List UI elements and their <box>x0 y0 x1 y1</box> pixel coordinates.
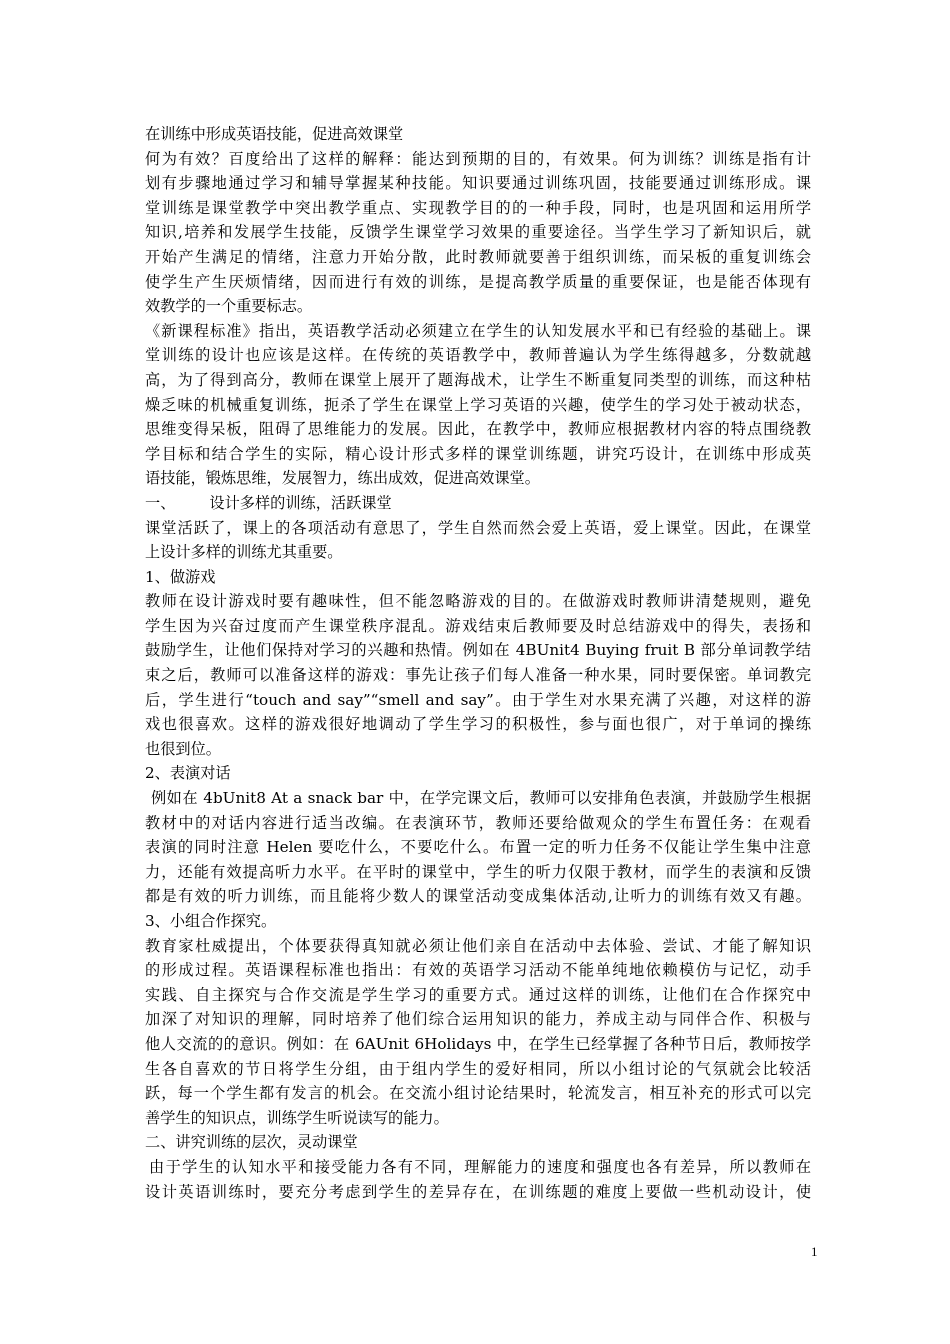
text-line: 开始产生满足的情绪，注意力开始分散，此时教师就要善于组织训练，而呆板的重复训练会 <box>145 247 811 266</box>
text-line: 表演的同时注意 Helen 要吃什么，不要吃什么。布置一定的听力任务不仅能让学生集中注意 <box>145 838 811 857</box>
text-line: 高，为了得到高分，教师在课堂上展开了题海战术，让学生不断重复同类型的训练，而这种枯 <box>145 370 811 389</box>
text-line: 力，还能有效提高听力水平。在平时的课堂中，学生的听力仅限于教材，而学生的表演和反馈 <box>145 862 811 881</box>
page-number: 1 <box>811 1244 818 1259</box>
text-line: 善学生的知识点，训练学生听说读写的能力。 <box>145 1108 449 1127</box>
text-line: 生各自喜欢的节日将学生分组，由于组内学生的爱好相同，所以小组讨论的气氛就会比较活 <box>145 1059 811 1078</box>
text-line: 语技能，锻炼思维，发展智力，练出成效，促进高效课堂。 <box>145 469 540 488</box>
text-line: 跃，每一个学生都有发言的机会。在交流小组讨论结果时，轮流发言，相互补充的形式可以完 <box>145 1084 811 1103</box>
text-line: 何为有效？百度给出了这样的解释：能达到预期的目的，有效果。何为训练？训练是指有计 <box>145 149 811 168</box>
text-line: 由于学生的认知水平和接受能力各有不同，理解能力的速度和强度也各有差异，所以教师在 <box>149 1157 811 1176</box>
text-line: 束之后，教师可以准备这样的游戏：事先让孩子们每人准备一种水果，同时要保密。单词教完 <box>145 666 811 685</box>
text-line: 也很到位。 <box>145 739 221 758</box>
text-line: 堂训练是课堂教学中突出教学重点、实现教学目的的一种手段，同时，也是巩固和运用所学 <box>145 198 811 217</box>
section-number: 一、 <box>145 493 176 512</box>
text-line: 鼓励学生，让他们保持对学习的兴趣和热情。例如在 4BUnit4 Buying fruit B 部分单词教学结 <box>145 641 811 660</box>
text-line: 教材中的对话内容进行适当改编。在表演环节，教师还要给做观众的学生布置任务：在观看 <box>145 813 811 832</box>
subheading: 1、做游戏 <box>145 567 216 586</box>
text-line: 他人交流的的意识。例如：在 6AUnit 6Holidays 中，在学生已经掌握了各种节日后，教师按学 <box>145 1034 811 1053</box>
text-line: 《新课程标准》指出，英语教学活动必须建立在学生的认知发展水平和已有经验的基础上。课 <box>145 321 811 340</box>
text-line: 戏也很喜欢。这样的游戏很好地调动了学生学习的积极性，参与面也很广，对于单词的操练 <box>145 715 811 734</box>
subheading: 2、表演对话 <box>145 764 231 783</box>
text-line: 划有步骤地通过学习和辅导掌握某种技能。知识要通过训练巩固，技能要通过训练形成。课 <box>145 174 811 193</box>
text-line: 后，学生进行“touch and say”“smell and say”。由于学生对水果充满了兴趣，对这样的游 <box>145 690 811 709</box>
section-heading <box>145 491 811 516</box>
subheading: 3、小组合作探究。 <box>145 912 277 930</box>
document-title: 在训练中形成英语技能，促进高效课堂 <box>145 125 404 143</box>
text-line: 知识,培养和发展学生技能，反馈学生课堂学习效果的重要途径。当学生学习了新知识后，就 <box>145 223 811 242</box>
text-line: 的形成过程。英语课程标准也指出：有效的英语学习活动不能单纯地依赖模仿与记忆，动手 <box>145 961 811 980</box>
text-line: 堂训练的设计也应该是这样。在传统的英语教学中，教师普遍认为学生练得越多，分数就越 <box>145 346 811 365</box>
text-line: 设计英语训练时，要充分考虑到学生的差异存在，在训练题的难度上要做一些机动设计，使 <box>145 1182 811 1201</box>
document-body <box>145 122 811 1204</box>
text-line: 燥乏味的机械重复训练，扼杀了学生在课堂上学习英语的兴趣，使学生的学习处于被动状态， <box>145 395 811 414</box>
text-line: 实践、自主探究与合作交流是学生学习的重要方式。通过这样的训练，让他们在合作探究中 <box>145 985 811 1004</box>
text-line: 教育家杜威提出，个体要获得真知就必须让他们亲自在活动中去体验、尝试、才能了解知识 <box>145 936 811 955</box>
section-title: 设计多样的训练，活跃课堂 <box>209 493 392 512</box>
text-line: 使学生产生厌烦情绪，因而进行有效的训练，是提高教学质量的重要保证，也是能否体现有 <box>145 272 811 291</box>
text-line: 加深了对知识的理解，同时培养了他们综合运用知识的能力，养成主动与同伴合作、积极与 <box>145 1010 811 1029</box>
text-line: 都是有效的听力训练，而且能将少数人的课堂活动变成集体活动,让听力的训练有效又有趣。 <box>145 887 811 906</box>
text-line: 教师在设计游戏时要有趣味性，但不能忽略游戏的目的。在做游戏时教师讲清楚规则，避免 <box>145 592 811 611</box>
text-line: 上设计多样的训练尤其重要。 <box>145 543 343 562</box>
text-line: 学目标和结合学生的实际，精心设计形式多样的课堂训练题，讲究巧设计，在训练中形成英 <box>145 444 811 463</box>
text-line: 课堂活跃了，课上的各项活动有意思了，学生自然而然会爱上英语，爱上课堂。因此，在课堂 <box>145 518 811 537</box>
section-heading: 二、讲究训练的层次，灵动课堂 <box>145 1133 358 1152</box>
text-line: 效教学的一个重要标志。 <box>145 297 313 316</box>
text-line: 思维变得呆板，阻碍了思维能力的发展。因此，在教学中，教师应根据教材内容的特点围绕教 <box>145 420 811 439</box>
text-line: 例如在 4bUnit8 At a snack bar 中，在学完课文后，教师可以安排角色表演，并鼓励学生根据 <box>151 789 811 808</box>
text-line: 学生因为兴奋过度而产生课堂秩序混乱。游戏结束后教师要及时总结游戏中的得失，表扬和 <box>145 616 811 635</box>
